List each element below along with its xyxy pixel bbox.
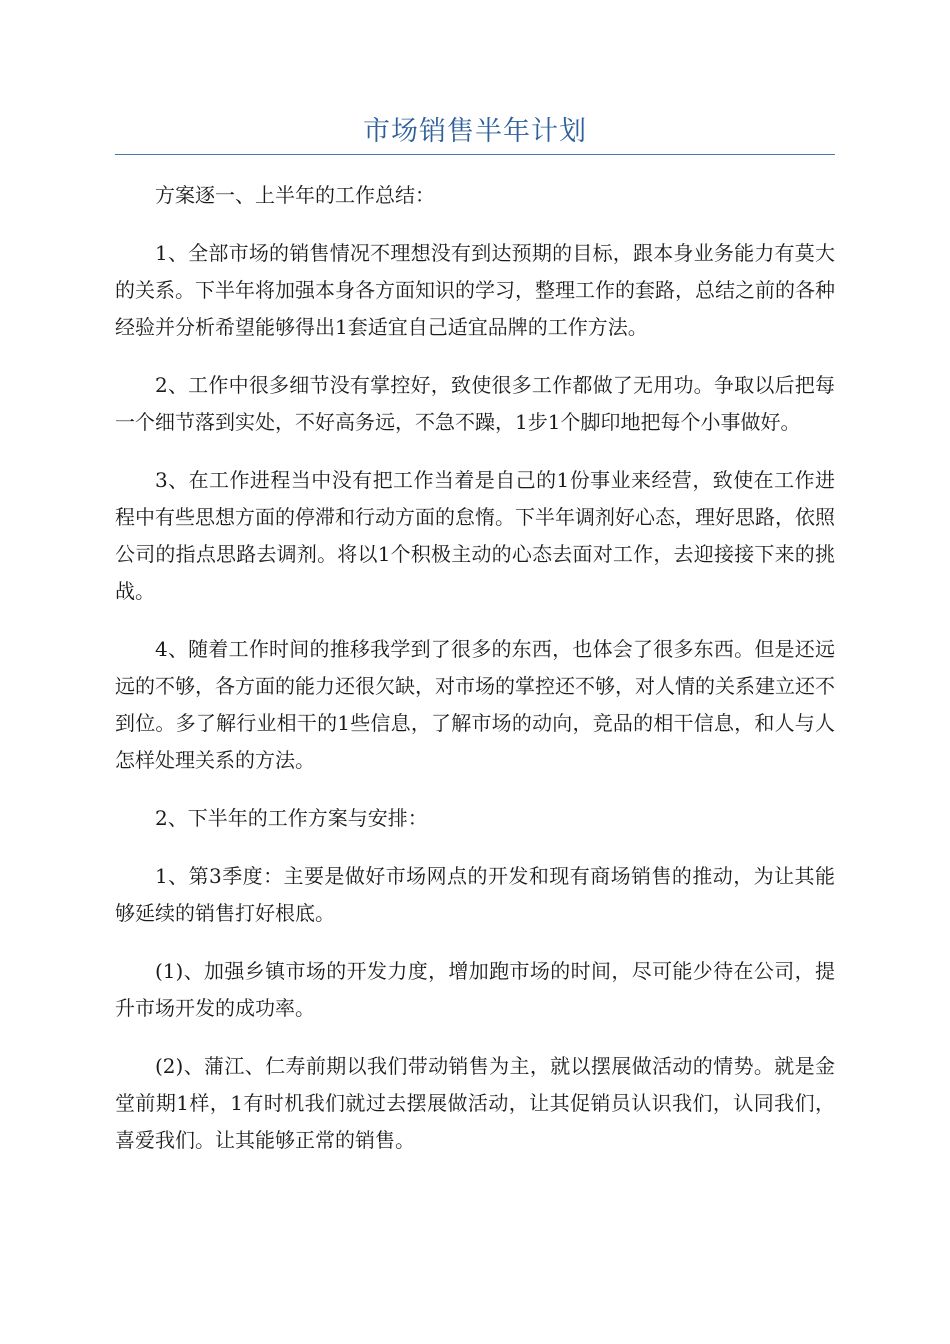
document-title: 市场销售半年计划 bbox=[363, 116, 587, 147]
paragraph-section-heading-1: 方案逐一、上半年的工作总结： bbox=[155, 183, 435, 207]
document-body bbox=[115, 177, 835, 1180]
paragraph-plan-subitem-2: (2)、蒲江、仁寿前期以我们带动销售为主，就以摆展做活动的情势。就是金堂前期1样，1有时机我们就过去摆展做活动，让其促销员认识我们，认同我们，喜爱我们。让其能够正常的销售。 bbox=[115, 1054, 835, 1152]
paragraph-plan-subitem-1: (1)、加强乡镇市场的开发力度，增加跑市场的时间，尽可能少待在公司，提升市场开发的成功率。 bbox=[115, 959, 835, 1020]
paragraph-section-heading-2: 2、下半年的工作方案与安排： bbox=[155, 806, 428, 830]
paragraph-plan-q3: 1、第3季度：主要是做好市场网点的开发和现有商场销售的推动，为让其能够延续的销售打好根底。 bbox=[115, 864, 835, 925]
paragraph-summary-item-1: 1、全部市场的销售情况不理想没有到达预期的目标，跟本身业务能力有莫大的关系。下半年将加强本身各方面知识的学习，整理工作的套路，总结之前的各种经验并分析希望能够得出1套适宜自己适宜品牌的工作方法。 bbox=[115, 241, 835, 339]
paragraph-summary-item-4: 4、随着工作时间的推移我学到了很多的东西，也体会了很多东西。但是还远远的不够，各方面的能力还很欠缺，对市场的掌控还不够，对人情的关系建立还不到位。多了解行业相干的1些信息，了解市场的动向，竞品的相干信息，和人与人怎样处理关系的方法。 bbox=[115, 637, 835, 772]
paragraph-summary-item-2: 2、工作中很多细节没有掌控好，致使很多工作都做了无用功。争取以后把每一个细节落到实处，不好高务远，不急不躁，1步1个脚印地把每个小事做好。 bbox=[115, 373, 835, 434]
paragraph-summary-item-3: 3、在工作进程当中没有把工作当着是自己的1份事业来经营，致使在工作进程中有些思想方面的停滞和行动方面的怠惰。下半年调剂好心态，理好思路，依照公司的指点思路去调剂。将以1个积极主动的心态去面对工作，去迎接接下来的挑战。 bbox=[115, 468, 835, 603]
title-divider bbox=[115, 154, 835, 155]
